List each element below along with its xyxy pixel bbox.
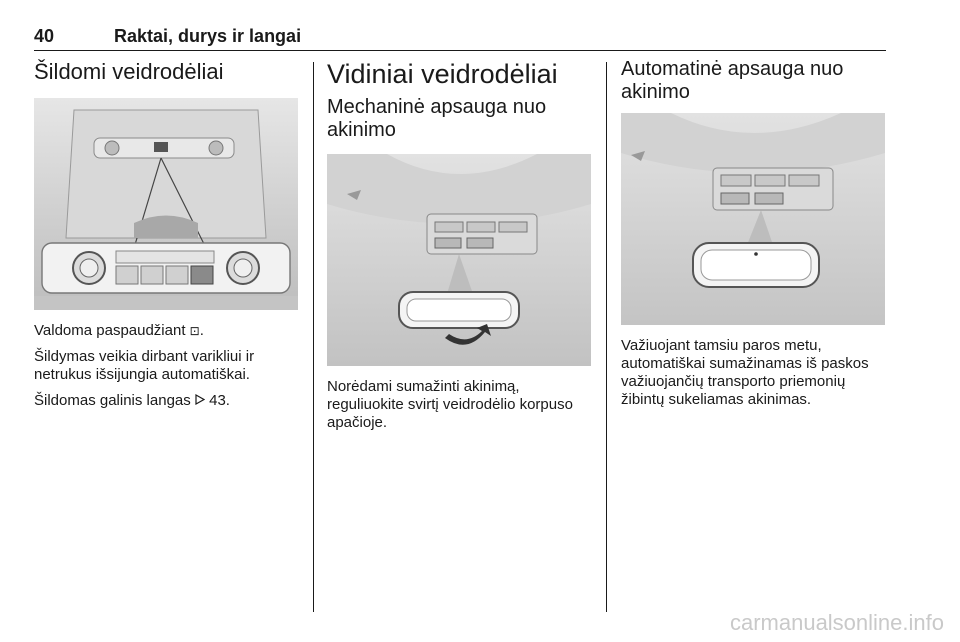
climate-panel-illustration (34, 98, 298, 310)
page-reference: 43. (209, 392, 230, 409)
page-header (34, 22, 886, 51)
triangle-right-icon (195, 392, 209, 409)
text-control: Valdoma paspaudžiant (34, 322, 186, 339)
column-divider-2 (606, 62, 607, 612)
paragraph-manual-antiglare: Norėdami sumažinti akinimą, reguliuokite svirtį veidrodėlio korpuso apačioje. (327, 378, 573, 431)
section-heading: Vidiniai veidrodėliai (327, 59, 558, 89)
text-rear-window: Šildomas galinis langas (34, 392, 191, 409)
text-period: . (199, 322, 204, 339)
manual-mirror-illustration (327, 154, 591, 366)
section-heading: Automatinė apsauga nuo akinimo (621, 58, 844, 103)
section-heading: Šildomi veidrodėliai (34, 59, 224, 84)
column-heated-mirrors (34, 58, 300, 418)
paragraph-control (34, 322, 300, 340)
running-title: Raktai, durys ir langai (114, 26, 302, 46)
column-interior-mirrors (327, 58, 593, 440)
column-divider-1 (313, 62, 314, 612)
watermark: carmanualsonline.info (729, 610, 944, 635)
paragraph-heating: Šildymas veikia dirbant varikliui ir netrukus išsijungia automatiškai. (34, 348, 255, 383)
rear-heater-icon: ⊡ (189, 324, 200, 338)
subsection-heading: Mechaninė apsauga nuo akinimo (327, 96, 547, 141)
page-number: 40 (34, 26, 55, 46)
paragraph-rear-window (34, 392, 300, 410)
column-automatic-antiglare (621, 58, 887, 417)
auto-mirror-illustration (621, 113, 885, 325)
paragraph-auto-antiglare: Važiuojant tamsiu paros metu, automatiškai sumažinamas iš paskos važiuojančių transporto priemonių žibintų sukeliamas akinimas. (621, 337, 869, 408)
